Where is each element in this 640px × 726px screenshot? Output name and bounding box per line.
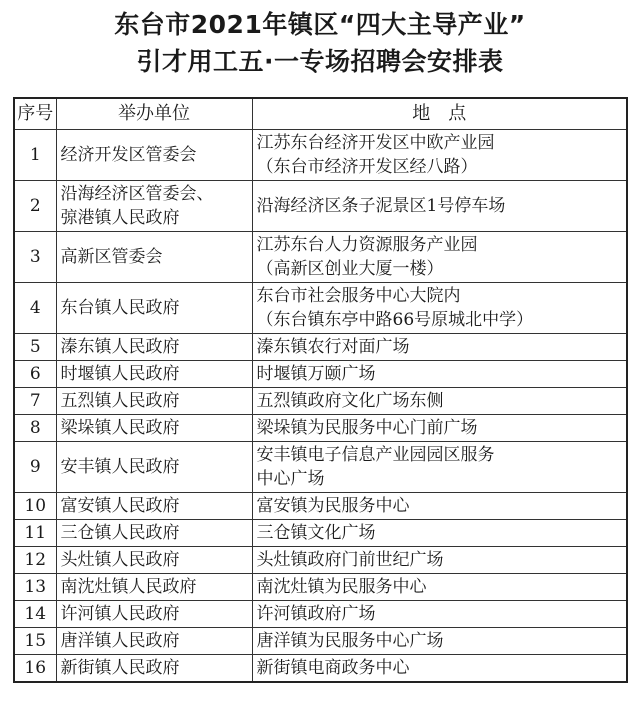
row-number: 3 bbox=[14, 232, 56, 283]
row-number: 11 bbox=[14, 520, 56, 547]
organizer-cell bbox=[56, 520, 252, 547]
organizer-cell bbox=[56, 334, 252, 361]
table-row bbox=[14, 520, 627, 547]
table-header-row bbox=[14, 98, 627, 130]
table-row bbox=[14, 388, 627, 415]
location-cell bbox=[252, 601, 627, 628]
location-cell bbox=[252, 232, 627, 283]
row-number: 8 bbox=[14, 415, 56, 442]
location-text: 许河镇政府广场 bbox=[256, 604, 376, 624]
location-cell bbox=[252, 574, 627, 601]
location-cell bbox=[252, 655, 627, 683]
organizer-cell bbox=[56, 283, 252, 334]
location-text: 中心广场 bbox=[256, 469, 325, 489]
location-text: 沿海经济区条子泥景区1号停车场 bbox=[256, 196, 506, 216]
table-row bbox=[14, 283, 627, 334]
location-text: 时堰镇万颐广场 bbox=[256, 364, 376, 384]
organizer-text: 安丰镇人民政府 bbox=[60, 457, 180, 477]
organizer-text: 南沈灶镇人民政府 bbox=[60, 577, 197, 597]
table-row bbox=[14, 232, 627, 283]
table-row bbox=[14, 655, 627, 683]
location-text: 头灶镇政府门前世纪广场 bbox=[256, 550, 444, 570]
location-text: 梁垛镇为民服务中心门前广场 bbox=[256, 418, 478, 438]
row-number: 14 bbox=[14, 601, 56, 628]
location-text: 新街镇电商政务中心 bbox=[256, 658, 410, 678]
organizer-text: 唐洋镇人民政府 bbox=[60, 631, 180, 651]
organizer-text: 富安镇人民政府 bbox=[60, 496, 180, 516]
table-row bbox=[14, 628, 627, 655]
location-cell bbox=[252, 283, 627, 334]
table-row bbox=[14, 415, 627, 442]
organizer-cell bbox=[56, 628, 252, 655]
organizer-cell bbox=[56, 574, 252, 601]
document-title-line-1: 东台市2021年镇区“四大主导产业” bbox=[114, 10, 526, 39]
row-number: 12 bbox=[14, 547, 56, 574]
organizer-cell bbox=[56, 547, 252, 574]
organizer-cell bbox=[56, 130, 252, 181]
row-number: 15 bbox=[14, 628, 56, 655]
location-text: 江苏东台人力资源服务产业园 bbox=[256, 235, 478, 255]
organizer-text: 东台镇人民政府 bbox=[60, 298, 180, 318]
document-title-line-2: 引才用工五·一专场招聘会安排表 bbox=[136, 47, 504, 76]
location-text: 江苏东台经济开发区中欧产业园 bbox=[256, 133, 495, 153]
location-cell bbox=[252, 334, 627, 361]
location-cell bbox=[252, 130, 627, 181]
location-cell bbox=[252, 388, 627, 415]
organizer-text: 三仓镇人民政府 bbox=[60, 523, 180, 543]
table-row bbox=[14, 442, 627, 493]
location-text: 溱东镇农行对面广场 bbox=[256, 337, 410, 357]
organizer-cell bbox=[56, 415, 252, 442]
table-body bbox=[14, 130, 627, 683]
location-text: （东台镇东亭中路66号原城北中学） bbox=[256, 310, 534, 330]
location-text: 三仓镇文化广场 bbox=[256, 523, 376, 543]
row-number: 10 bbox=[14, 493, 56, 520]
row-number: 9 bbox=[14, 442, 56, 493]
row-number: 16 bbox=[14, 655, 56, 683]
row-number: 2 bbox=[14, 181, 56, 232]
location-cell bbox=[252, 361, 627, 388]
location-cell bbox=[252, 628, 627, 655]
table-row bbox=[14, 574, 627, 601]
location-cell bbox=[252, 493, 627, 520]
organizer-cell bbox=[56, 493, 252, 520]
organizer-text: 五烈镇人民政府 bbox=[60, 391, 180, 411]
location-cell bbox=[252, 442, 627, 493]
location-text: 五烈镇政府文化广场东侧 bbox=[256, 391, 444, 411]
table-row bbox=[14, 547, 627, 574]
row-number: 1 bbox=[14, 130, 56, 181]
table-row bbox=[14, 130, 627, 181]
organizer-cell bbox=[56, 388, 252, 415]
table-row bbox=[14, 181, 627, 232]
organizer-cell bbox=[56, 361, 252, 388]
location-text: 东台市社会服务中心大院内 bbox=[256, 286, 461, 306]
location-cell bbox=[252, 415, 627, 442]
organizer-text: 头灶镇人民政府 bbox=[60, 550, 180, 570]
location-cell bbox=[252, 181, 627, 232]
organizer-text: 沿海经济区管委会、 bbox=[60, 184, 214, 204]
organizer-cell bbox=[56, 181, 252, 232]
organizer-text: 弶港镇人民政府 bbox=[60, 208, 180, 228]
organizer-cell bbox=[56, 232, 252, 283]
organizer-text: 时堰镇人民政府 bbox=[60, 364, 180, 384]
organizer-text: 高新区管委会 bbox=[60, 247, 163, 267]
organizer-text: 许河镇人民政府 bbox=[60, 604, 180, 624]
table-row bbox=[14, 493, 627, 520]
table-row bbox=[14, 601, 627, 628]
header-no: 序号 bbox=[14, 98, 56, 130]
row-number: 4 bbox=[14, 283, 56, 334]
location-text: 安丰镇电子信息产业园园区服务 bbox=[256, 445, 495, 465]
location-text: （高新区创业大厦一楼） bbox=[256, 259, 444, 279]
location-cell bbox=[252, 547, 627, 574]
location-cell bbox=[252, 520, 627, 547]
organizer-text: 梁垛镇人民政府 bbox=[60, 418, 180, 438]
location-text: 南沈灶镇为民服务中心 bbox=[256, 577, 427, 597]
organizer-cell bbox=[56, 601, 252, 628]
organizer-cell bbox=[56, 442, 252, 493]
table-row bbox=[14, 334, 627, 361]
organizer-text: 溱东镇人民政府 bbox=[60, 337, 180, 357]
row-number: 7 bbox=[14, 388, 56, 415]
organizer-cell bbox=[56, 655, 252, 683]
organizer-text: 经济开发区管委会 bbox=[60, 145, 197, 165]
organizer-text: 新街镇人民政府 bbox=[60, 658, 180, 678]
header-location: 地 点 bbox=[252, 98, 627, 130]
row-number: 5 bbox=[14, 334, 56, 361]
table-row bbox=[14, 361, 627, 388]
location-text: （东台市经济开发区经八路） bbox=[256, 157, 478, 177]
location-text: 唐洋镇为民服务中心广场 bbox=[256, 631, 444, 651]
location-text: 富安镇为民服务中心 bbox=[256, 496, 410, 516]
job-fair-schedule-table bbox=[13, 97, 628, 683]
row-number: 13 bbox=[14, 574, 56, 601]
header-organizer: 举办单位 bbox=[56, 98, 252, 130]
row-number: 6 bbox=[14, 361, 56, 388]
